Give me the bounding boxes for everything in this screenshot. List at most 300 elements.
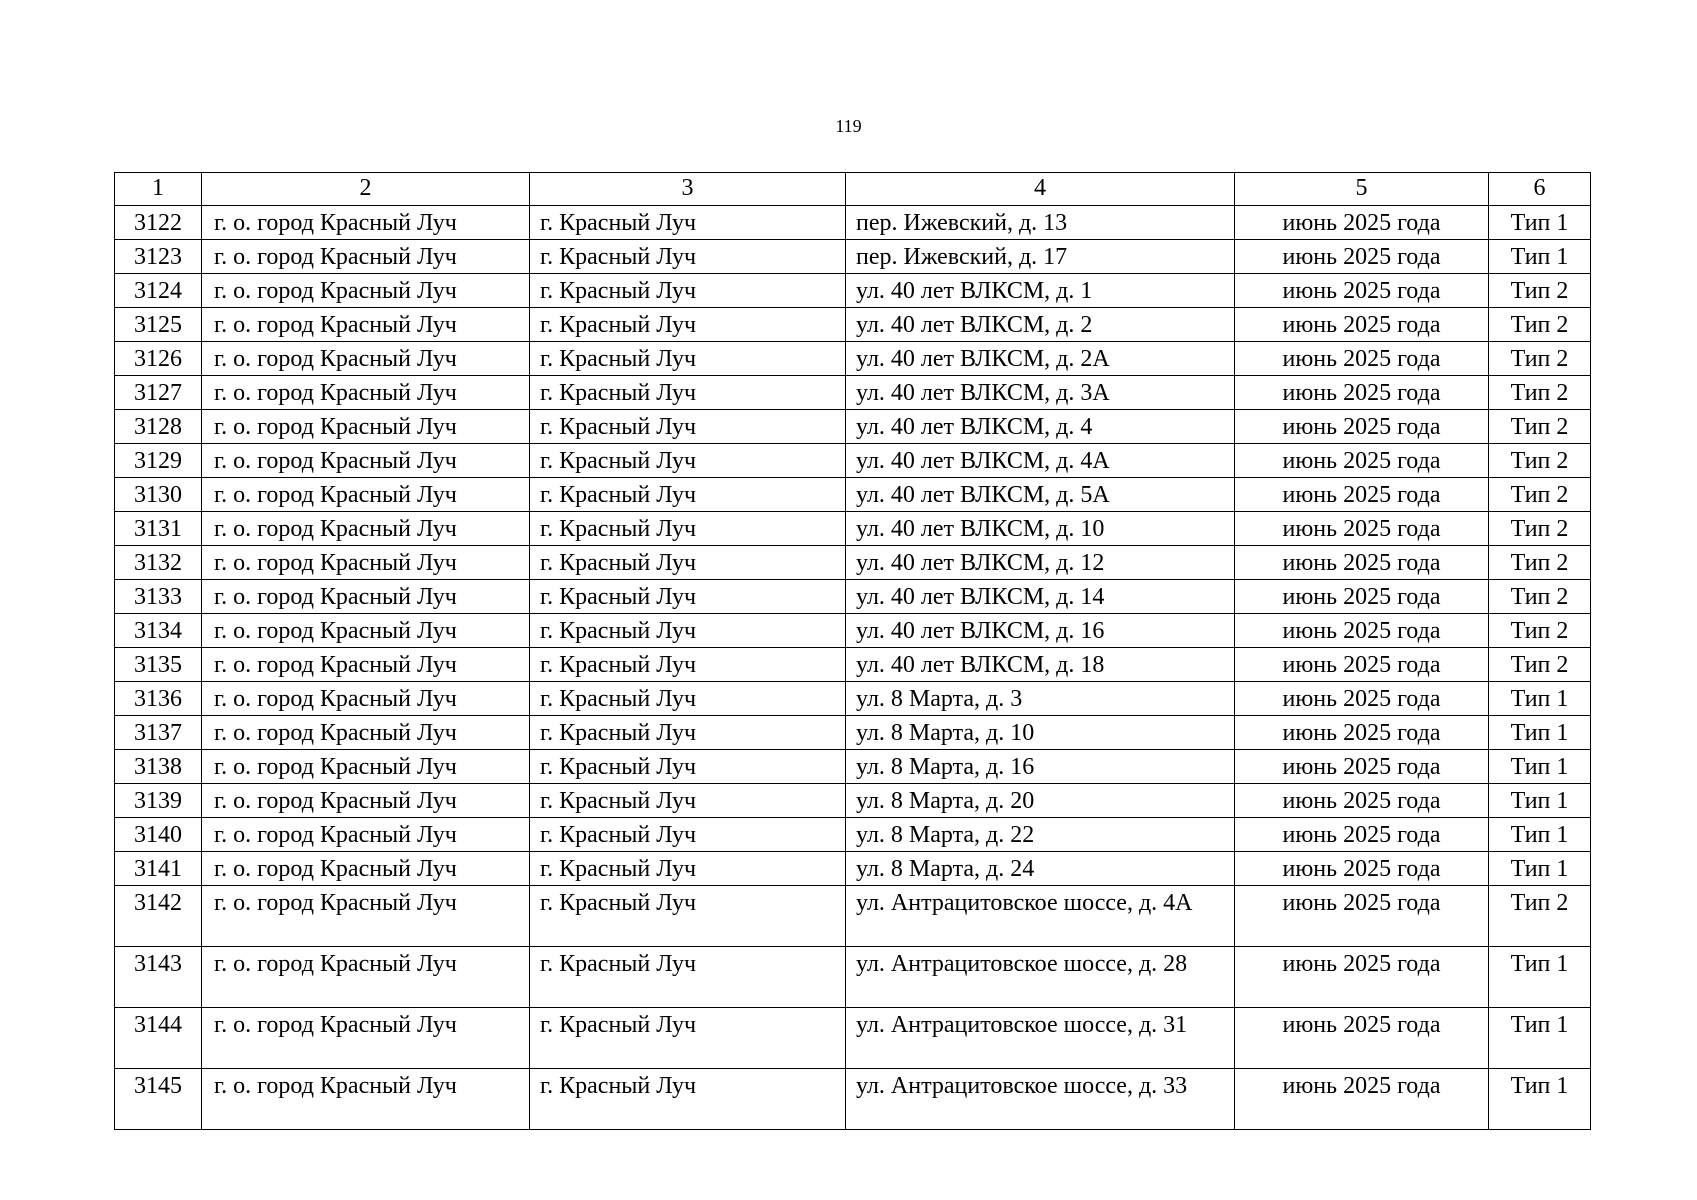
column-header: 5 (1235, 173, 1489, 206)
city-cell-text: г. Красный Луч (540, 890, 697, 916)
district-cell (202, 478, 530, 512)
type-cell (1489, 818, 1591, 852)
city-cell-text: г. Красный Луч (540, 414, 697, 440)
date-cell-text: июнь 2025 года (1282, 618, 1441, 644)
address-cell (846, 818, 1235, 852)
table-row (115, 206, 1591, 240)
district-cell-text: г. о. город Красный Луч (214, 210, 457, 236)
district-cell-text: г. о. город Красный Луч (214, 516, 457, 542)
date-cell (1235, 274, 1489, 308)
address-cell-text: пер. Ижевский, д. 13 (856, 210, 1068, 236)
row-number-cell-text: 3144 (134, 1012, 182, 1038)
table-row (115, 478, 1591, 512)
type-cell (1489, 716, 1591, 750)
city-cell (530, 342, 846, 376)
row-number-cell (115, 750, 202, 784)
date-cell (1235, 376, 1489, 410)
city-cell-text: г. Красный Луч (540, 822, 697, 848)
row-number-cell-text: 3126 (134, 346, 182, 372)
type-cell (1489, 206, 1591, 240)
table-row (115, 784, 1591, 818)
district-cell-text: г. о. город Красный Луч (214, 951, 457, 977)
city-cell-text: г. Красный Луч (540, 788, 697, 814)
city-cell (530, 274, 846, 308)
district-cell-text: г. о. город Красный Луч (214, 346, 457, 372)
city-cell (530, 614, 846, 648)
row-number-cell (115, 478, 202, 512)
type-cell (1489, 410, 1591, 444)
district-cell (202, 886, 530, 947)
type-cell-text: Тип 2 (1510, 652, 1569, 678)
row-number-cell-text: 3123 (134, 244, 182, 270)
date-cell (1235, 784, 1489, 818)
type-cell (1489, 682, 1591, 716)
row-number-cell-text: 3129 (134, 448, 182, 474)
column-header: 1 (115, 173, 202, 206)
page-number: 119 (835, 116, 862, 136)
column-header: 4 (846, 173, 1235, 206)
type-cell-text: Тип 1 (1510, 754, 1569, 780)
row-number-cell-text: 3145 (134, 1073, 182, 1099)
city-cell-text: г. Красный Луч (540, 1012, 697, 1038)
address-cell-text: пер. Ижевский, д. 17 (856, 244, 1068, 270)
table-row (115, 1008, 1591, 1069)
address-cell (846, 614, 1235, 648)
city-cell-text: г. Красный Луч (540, 312, 697, 338)
city-cell (530, 478, 846, 512)
date-cell (1235, 240, 1489, 274)
type-cell (1489, 852, 1591, 886)
address-cell (846, 886, 1235, 947)
district-cell-text: г. о. город Красный Луч (214, 550, 457, 576)
district-cell-text: г. о. город Красный Луч (214, 652, 457, 678)
row-number-cell (115, 886, 202, 947)
address-cell (846, 852, 1235, 886)
address-cell (846, 716, 1235, 750)
city-cell (530, 818, 846, 852)
row-number-cell-text: 3139 (134, 788, 182, 814)
address-cell-text: ул. 40 лет ВЛКСМ, д. 4 (856, 414, 1093, 440)
city-cell (530, 716, 846, 750)
type-cell (1489, 342, 1591, 376)
city-cell (530, 206, 846, 240)
district-cell (202, 376, 530, 410)
city-cell (530, 750, 846, 784)
date-cell-text: июнь 2025 года (1282, 822, 1441, 848)
address-cell-text: ул. Антрацитовское шоссе, д. 28 (856, 951, 1188, 977)
row-number-cell (115, 512, 202, 546)
type-cell (1489, 444, 1591, 478)
column-header: 2 (202, 173, 530, 206)
district-cell (202, 1069, 530, 1130)
row-number-cell (115, 580, 202, 614)
table-row (115, 1069, 1591, 1130)
date-cell-text: июнь 2025 года (1282, 380, 1441, 406)
address-cell-text: ул. 40 лет ВЛКСМ, д. 16 (856, 618, 1105, 644)
city-cell (530, 376, 846, 410)
city-cell (530, 947, 846, 1008)
city-cell-text: г. Красный Луч (540, 244, 697, 270)
district-cell-text: г. о. город Красный Луч (214, 788, 457, 814)
document-table (114, 172, 1591, 1130)
type-cell-text: Тип 1 (1510, 210, 1569, 236)
date-cell-text: июнь 2025 года (1282, 516, 1441, 542)
district-cell-text: г. о. город Красный Луч (214, 482, 457, 508)
type-cell-text: Тип 2 (1510, 346, 1569, 372)
district-cell (202, 546, 530, 580)
district-cell-text: г. о. город Красный Луч (214, 448, 457, 474)
date-cell-text: июнь 2025 года (1282, 312, 1441, 338)
city-cell (530, 648, 846, 682)
type-cell-text: Тип 1 (1510, 720, 1569, 746)
address-cell (846, 308, 1235, 342)
address-cell (846, 784, 1235, 818)
date-cell-text: июнь 2025 года (1282, 754, 1441, 780)
type-cell-text: Тип 2 (1510, 380, 1569, 406)
type-cell (1489, 478, 1591, 512)
row-number-cell-text: 3125 (134, 312, 182, 338)
city-cell-text: г. Красный Луч (540, 856, 697, 882)
city-cell (530, 886, 846, 947)
address-cell-text: ул. 40 лет ВЛКСМ, д. 18 (856, 652, 1105, 678)
address-cell (846, 512, 1235, 546)
row-number-cell-text: 3138 (134, 754, 182, 780)
row-number-cell-text: 3142 (134, 890, 182, 916)
city-cell-text: г. Красный Луч (540, 951, 697, 977)
row-number-cell (115, 410, 202, 444)
type-cell-text: Тип 1 (1510, 788, 1569, 814)
district-cell (202, 444, 530, 478)
type-cell (1489, 784, 1591, 818)
type-cell-text: Тип 1 (1510, 686, 1569, 712)
address-cell (846, 410, 1235, 444)
type-cell (1489, 648, 1591, 682)
address-cell (846, 682, 1235, 716)
date-cell-text: июнь 2025 года (1282, 210, 1441, 236)
address-cell (846, 342, 1235, 376)
city-cell-text: г. Красный Луч (540, 380, 697, 406)
row-number-cell-text: 3133 (134, 584, 182, 610)
row-number-cell-text: 3130 (134, 482, 182, 508)
table-row (115, 818, 1591, 852)
date-cell-text: июнь 2025 года (1282, 1012, 1441, 1038)
table-row (115, 308, 1591, 342)
row-number-cell-text: 3124 (134, 278, 182, 304)
row-number-cell-text: 3122 (134, 210, 182, 236)
row-number-cell-text: 3135 (134, 652, 182, 678)
address-cell-text: ул. 40 лет ВЛКСМ, д. 5А (856, 482, 1110, 508)
address-cell-text: ул. 40 лет ВЛКСМ, д. 2 (856, 312, 1093, 338)
date-cell-text: июнь 2025 года (1282, 788, 1441, 814)
district-cell-text: г. о. город Красный Луч (214, 1012, 457, 1038)
city-cell-text: г. Красный Луч (540, 1073, 697, 1099)
district-cell-text: г. о. город Красный Луч (214, 720, 457, 746)
table-row (115, 342, 1591, 376)
city-cell (530, 784, 846, 818)
date-cell (1235, 750, 1489, 784)
date-cell-text: июнь 2025 года (1282, 890, 1441, 916)
row-number-cell (115, 947, 202, 1008)
type-cell-text: Тип 2 (1510, 516, 1569, 542)
row-number-cell-text: 3127 (134, 380, 182, 406)
district-cell (202, 240, 530, 274)
row-number-cell (115, 206, 202, 240)
type-cell (1489, 274, 1591, 308)
type-cell (1489, 947, 1591, 1008)
date-cell (1235, 444, 1489, 478)
table-row (115, 240, 1591, 274)
address-cell (846, 240, 1235, 274)
address-cell (846, 580, 1235, 614)
district-cell (202, 274, 530, 308)
table-row (115, 750, 1591, 784)
type-cell-text: Тип 2 (1510, 890, 1569, 916)
address-cell-text: ул. 40 лет ВЛКСМ, д. 1 (856, 278, 1093, 304)
date-cell-text: июнь 2025 года (1282, 346, 1441, 372)
district-cell-text: г. о. город Красный Луч (214, 618, 457, 644)
address-cell-text: ул. 8 Марта, д. 22 (856, 822, 1035, 848)
row-number-cell (115, 376, 202, 410)
district-cell-text: г. о. город Красный Луч (214, 312, 457, 338)
date-cell-text: июнь 2025 года (1282, 244, 1441, 270)
date-cell (1235, 1008, 1489, 1069)
city-cell-text: г. Красный Луч (540, 550, 697, 576)
type-cell-text: Тип 2 (1510, 448, 1569, 474)
row-number-cell (115, 682, 202, 716)
row-number-cell-text: 3132 (134, 550, 182, 576)
district-cell-text: г. о. город Красный Луч (214, 754, 457, 780)
column-header: 6 (1489, 173, 1591, 206)
city-cell-text: г. Красный Луч (540, 346, 697, 372)
table-row (115, 512, 1591, 546)
table-row (115, 410, 1591, 444)
city-cell-text: г. Красный Луч (540, 652, 697, 678)
address-cell-text: ул. Антрацитовское шоссе, д. 4А (856, 890, 1193, 916)
address-cell (846, 274, 1235, 308)
date-cell-text: июнь 2025 года (1282, 448, 1441, 474)
row-number-cell-text: 3136 (134, 686, 182, 712)
type-cell (1489, 1069, 1591, 1130)
address-cell (846, 478, 1235, 512)
address-cell-text: ул. 8 Марта, д. 16 (856, 754, 1035, 780)
date-cell-text: июнь 2025 года (1282, 1073, 1441, 1099)
city-cell (530, 308, 846, 342)
district-cell-text: г. о. город Красный Луч (214, 686, 457, 712)
row-number-cell (115, 546, 202, 580)
row-number-cell (115, 716, 202, 750)
row-number-cell-text: 3137 (134, 720, 182, 746)
date-cell-text: июнь 2025 года (1282, 550, 1441, 576)
date-cell-text: июнь 2025 года (1282, 414, 1441, 440)
type-cell-text: Тип 2 (1510, 618, 1569, 644)
date-cell (1235, 546, 1489, 580)
row-number-cell (115, 308, 202, 342)
address-cell (846, 546, 1235, 580)
address-cell-text: ул. 8 Марта, д. 10 (856, 720, 1035, 746)
row-number-cell (115, 784, 202, 818)
type-cell-text: Тип 2 (1510, 550, 1569, 576)
table-row (115, 580, 1591, 614)
table-row (115, 274, 1591, 308)
row-number-cell (115, 274, 202, 308)
city-cell-text: г. Красный Луч (540, 210, 697, 236)
type-cell (1489, 614, 1591, 648)
row-number-cell (115, 1069, 202, 1130)
row-number-cell-text: 3131 (134, 516, 182, 542)
date-cell (1235, 512, 1489, 546)
date-cell-text: июнь 2025 года (1282, 584, 1441, 610)
row-number-cell (115, 648, 202, 682)
district-cell-text: г. о. город Красный Луч (214, 890, 457, 916)
date-cell (1235, 648, 1489, 682)
district-cell-text: г. о. город Красный Луч (214, 278, 457, 304)
table-row (115, 682, 1591, 716)
address-cell-text: ул. 8 Марта, д. 20 (856, 788, 1035, 814)
address-cell-text: ул. 40 лет ВЛКСМ, д. 2А (856, 346, 1110, 372)
address-cell-text: ул. 40 лет ВЛКСМ, д. 3А (856, 380, 1110, 406)
district-cell-text: г. о. город Красный Луч (214, 244, 457, 270)
type-cell (1489, 546, 1591, 580)
table-row (115, 716, 1591, 750)
date-cell (1235, 580, 1489, 614)
city-cell (530, 852, 846, 886)
type-cell-text: Тип 1 (1510, 244, 1569, 270)
address-cell-text: ул. 40 лет ВЛКСМ, д. 14 (856, 584, 1105, 610)
city-cell-text: г. Красный Луч (540, 754, 697, 780)
type-cell-text: Тип 1 (1510, 856, 1569, 882)
date-cell (1235, 308, 1489, 342)
date-cell (1235, 1069, 1489, 1130)
district-cell (202, 342, 530, 376)
city-cell (530, 1008, 846, 1069)
row-number-cell (115, 240, 202, 274)
address-cell (846, 1069, 1235, 1130)
row-number-cell (115, 342, 202, 376)
date-cell (1235, 206, 1489, 240)
district-cell (202, 852, 530, 886)
address-cell (846, 206, 1235, 240)
date-cell (1235, 342, 1489, 376)
city-cell-text: г. Красный Луч (540, 618, 697, 644)
district-cell-text: г. о. город Красный Луч (214, 1073, 457, 1099)
address-cell (846, 750, 1235, 784)
type-cell (1489, 376, 1591, 410)
city-cell (530, 444, 846, 478)
district-cell (202, 682, 530, 716)
row-number-cell-text: 3140 (134, 822, 182, 848)
date-cell (1235, 410, 1489, 444)
table-body (115, 173, 1591, 1130)
address-cell-text: ул. Антрацитовское шоссе, д. 33 (856, 1073, 1188, 1099)
address-cell-text: ул. 40 лет ВЛКСМ, д. 10 (856, 516, 1105, 542)
district-cell (202, 410, 530, 444)
address-cell (846, 648, 1235, 682)
type-cell (1489, 308, 1591, 342)
district-cell (202, 716, 530, 750)
district-cell (202, 648, 530, 682)
date-cell (1235, 614, 1489, 648)
date-cell (1235, 716, 1489, 750)
city-cell (530, 580, 846, 614)
city-cell (530, 410, 846, 444)
district-cell (202, 206, 530, 240)
district-cell (202, 1008, 530, 1069)
type-cell-text: Тип 1 (1510, 1012, 1569, 1038)
date-cell (1235, 478, 1489, 512)
district-cell-text: г. о. город Красный Луч (214, 584, 457, 610)
district-cell (202, 512, 530, 546)
address-cell (846, 947, 1235, 1008)
date-cell-text: июнь 2025 года (1282, 951, 1441, 977)
row-number-cell (115, 444, 202, 478)
row-number-cell-text: 3141 (134, 856, 182, 882)
district-cell-text: г. о. город Красный Луч (214, 856, 457, 882)
row-number-cell (115, 1008, 202, 1069)
type-cell-text: Тип 2 (1510, 278, 1569, 304)
district-cell (202, 614, 530, 648)
type-cell (1489, 580, 1591, 614)
type-cell (1489, 240, 1591, 274)
date-cell-text: июнь 2025 года (1282, 278, 1441, 304)
address-cell-text: ул. 8 Марта, д. 24 (856, 856, 1035, 882)
row-number-cell-text: 3134 (134, 618, 182, 644)
type-cell (1489, 512, 1591, 546)
type-cell-text: Тип 2 (1510, 584, 1569, 610)
city-cell-text: г. Красный Луч (540, 482, 697, 508)
district-cell-text: г. о. город Красный Луч (214, 414, 457, 440)
column-header: 3 (530, 173, 846, 206)
date-cell (1235, 852, 1489, 886)
date-cell-text: июнь 2025 года (1282, 686, 1441, 712)
address-cell-text: ул. Антрацитовское шоссе, д. 31 (856, 1012, 1188, 1038)
date-cell (1235, 818, 1489, 852)
row-number-cell (115, 614, 202, 648)
address-cell (846, 376, 1235, 410)
address-cell (846, 1008, 1235, 1069)
address-cell-text: ул. 40 лет ВЛКСМ, д. 12 (856, 550, 1105, 576)
city-cell (530, 682, 846, 716)
city-cell-text: г. Красный Луч (540, 516, 697, 542)
district-cell (202, 818, 530, 852)
city-cell-text: г. Красный Луч (540, 584, 697, 610)
table-row (115, 376, 1591, 410)
table-row (115, 947, 1591, 1008)
table-row (115, 886, 1591, 947)
address-cell-text: ул. 40 лет ВЛКСМ, д. 4А (856, 448, 1110, 474)
city-cell-text: г. Красный Луч (540, 278, 697, 304)
type-cell-text: Тип 2 (1510, 482, 1569, 508)
date-cell-text: июнь 2025 года (1282, 652, 1441, 678)
city-cell (530, 240, 846, 274)
address-cell-text: ул. 8 Марта, д. 3 (856, 686, 1023, 712)
district-cell (202, 784, 530, 818)
date-cell-text: июнь 2025 года (1282, 720, 1441, 746)
type-cell-text: Тип 1 (1510, 822, 1569, 848)
table-header-row (115, 173, 1591, 206)
type-cell-text: Тип 2 (1510, 312, 1569, 338)
table-row (115, 614, 1591, 648)
type-cell-text: Тип 1 (1510, 951, 1569, 977)
table-row (115, 546, 1591, 580)
type-cell (1489, 750, 1591, 784)
date-cell (1235, 682, 1489, 716)
district-cell (202, 580, 530, 614)
district-cell-text: г. о. город Красный Луч (214, 380, 457, 406)
date-cell-text: июнь 2025 года (1282, 856, 1441, 882)
row-number-cell-text: 3128 (134, 414, 182, 440)
type-cell (1489, 886, 1591, 947)
row-number-cell (115, 852, 202, 886)
